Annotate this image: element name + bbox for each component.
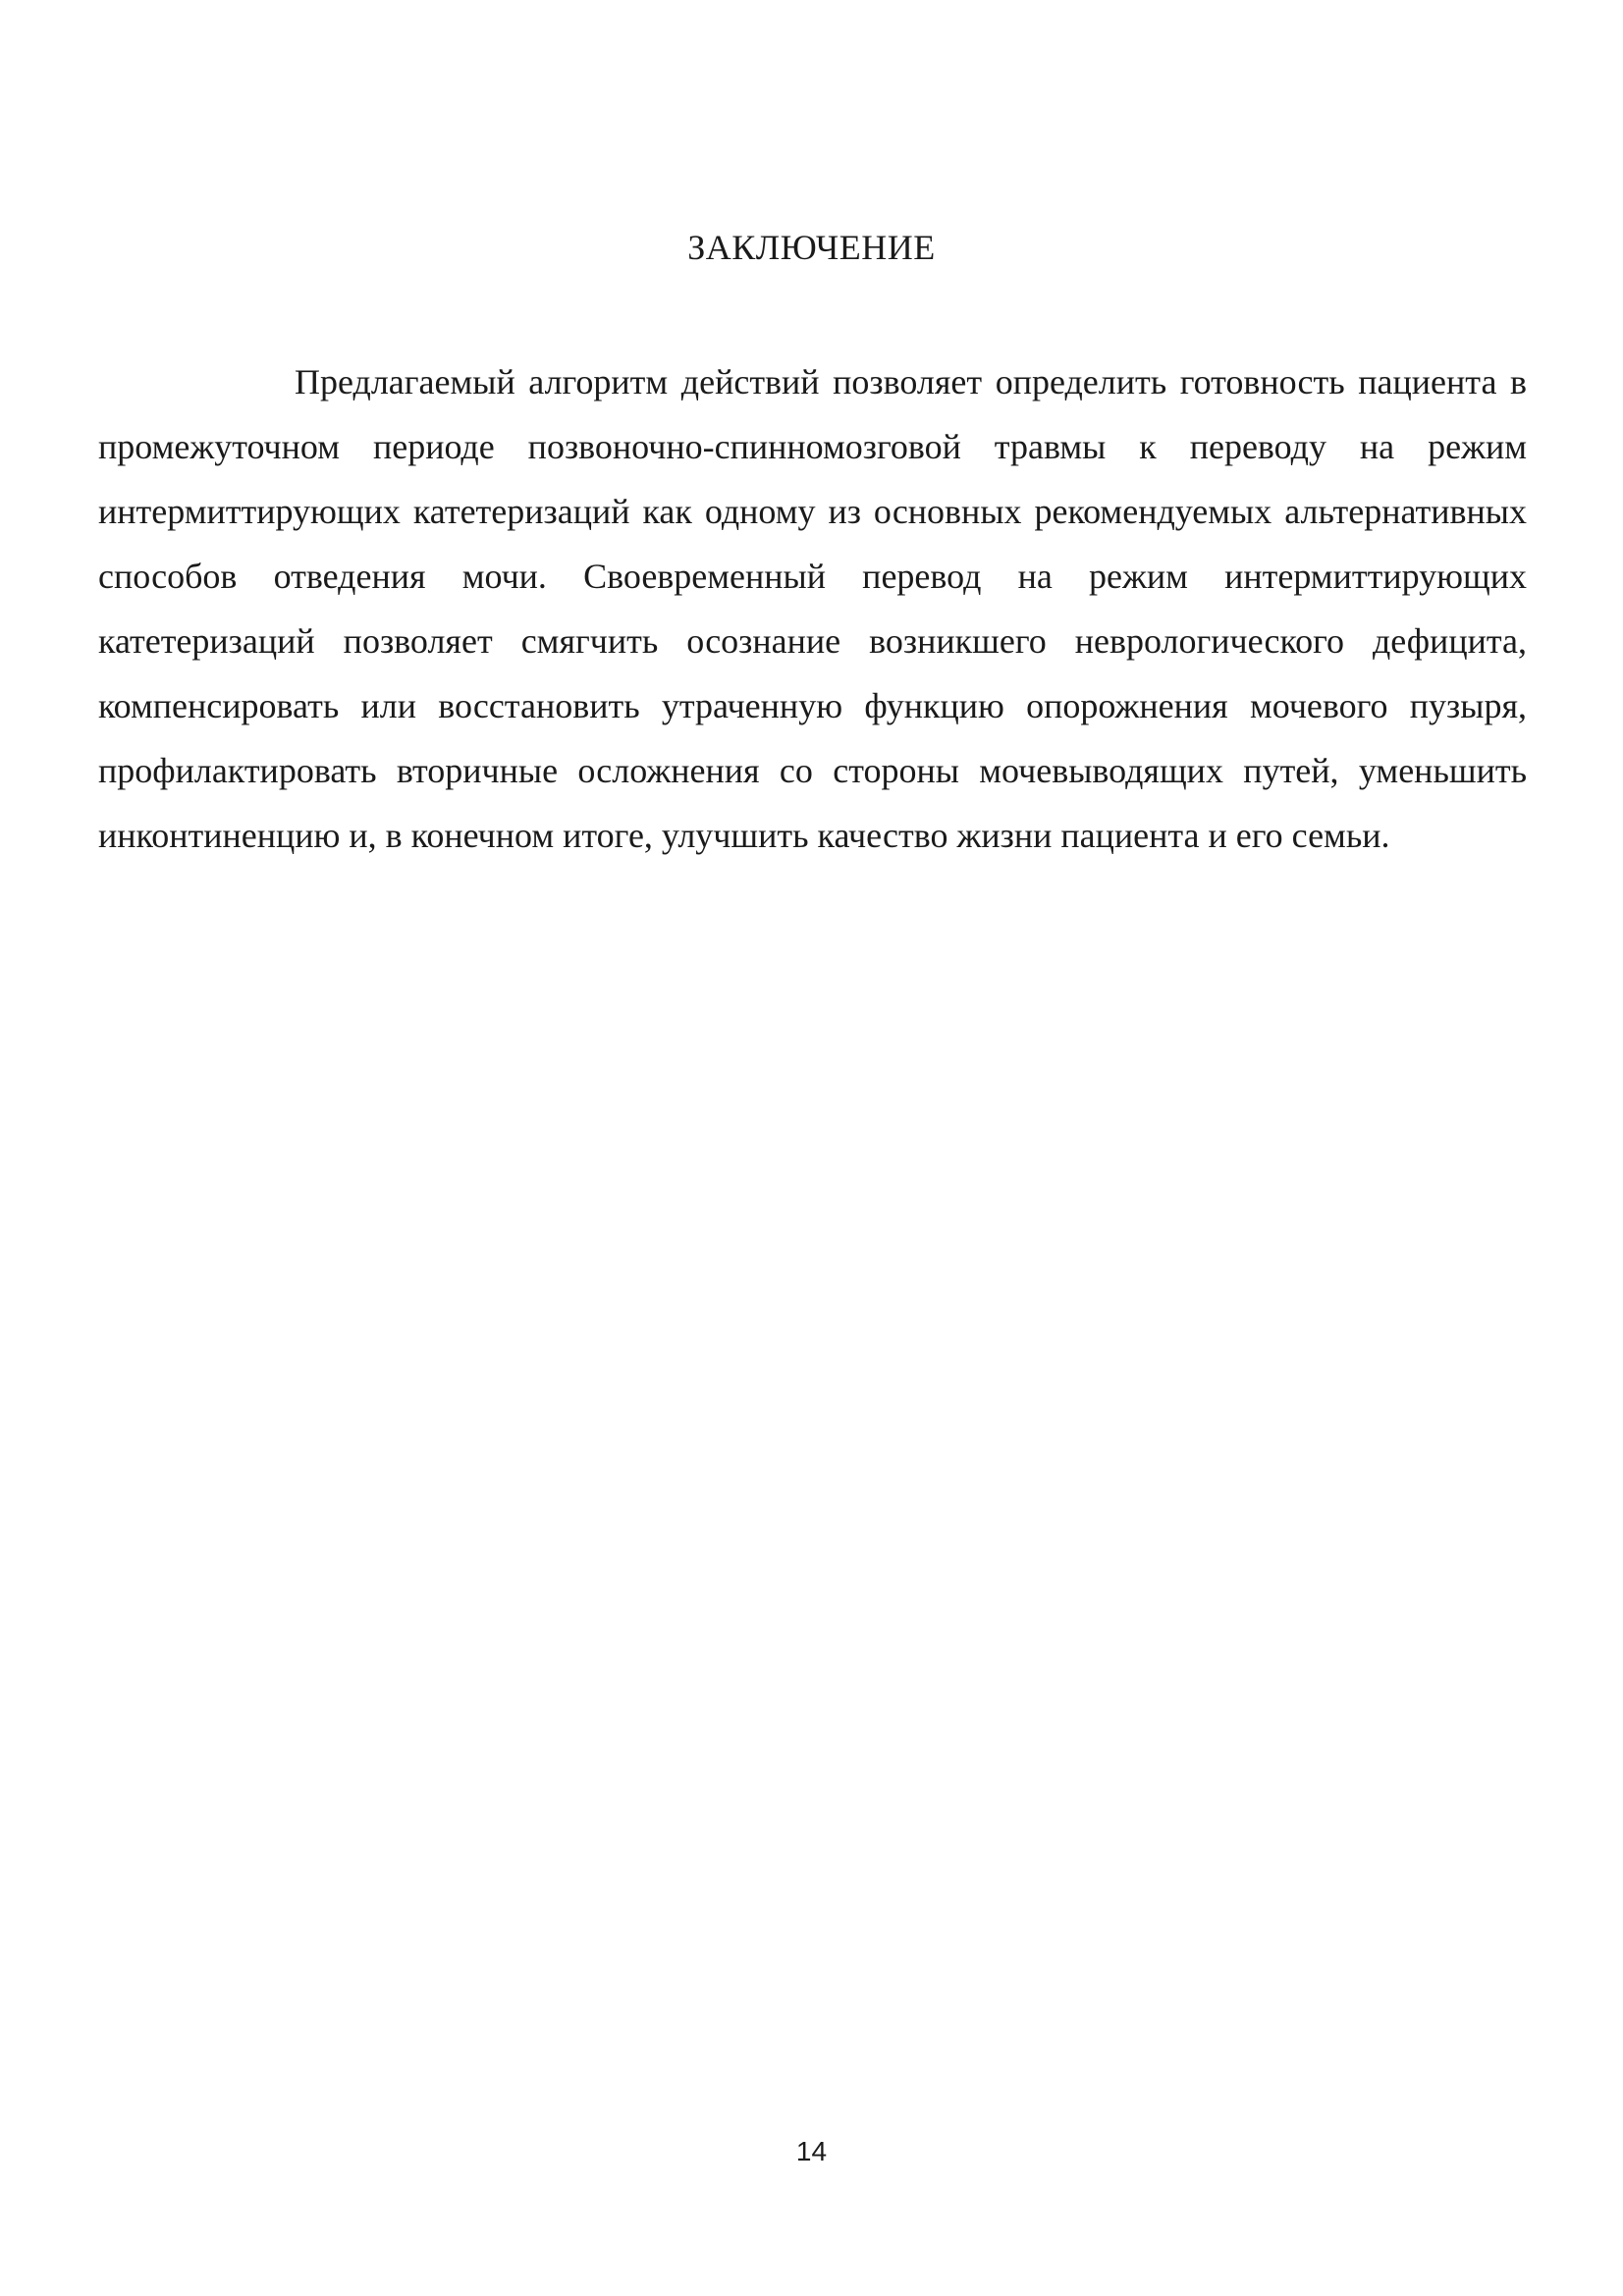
conclusion-paragraph: Предлагаемый алгоритм действий позволяет определить готовность пациента в промежуточном периоде позвоночно-спинномозговой травмы к переводу на режим интермиттирующих катетеризаций как одному из основных рекомендуемых альтернативных способов отведения мочи. Своевременный перевод на режим интермиттирующих катетеризаций позволяет смягчить осознание возникшего неврологического дефицита, компенсировать или восстановить утраченную функцию опорожнения мочевого пузыря, профилактировать вторичные осложнения со стороны мочевыводящих путей, уменьшить инконтиненцию и, в конечном итоге, улучшить качество жизни пациента и его семьи. — [98, 362, 1527, 855]
page-number: 14 — [795, 2136, 828, 2166]
section-heading: ЗАКЛЮЧЕНИЕ — [687, 228, 936, 267]
